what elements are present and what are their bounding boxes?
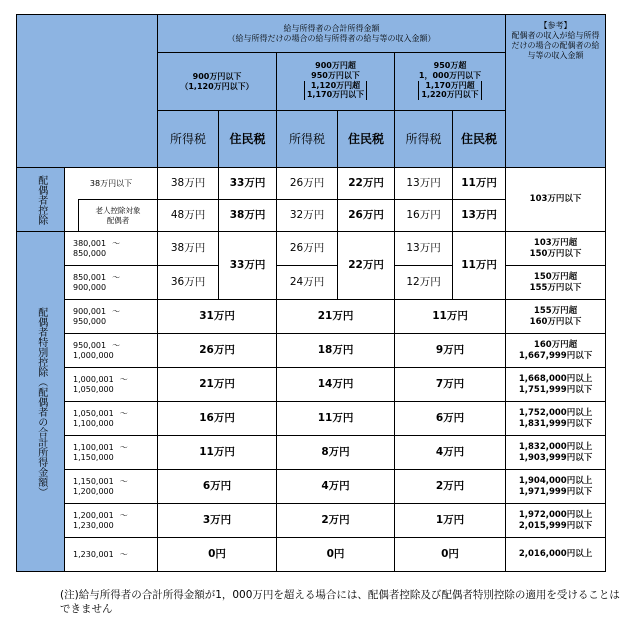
value-cell: 33万円 (219, 168, 277, 200)
col3-bracket (418, 81, 481, 99)
section-spouse-deduction-label (17, 168, 65, 232)
income-cell: 1,100,001 ～ 1,150,000 (65, 436, 158, 470)
header-blank-cell (17, 15, 158, 168)
ref-cell: 1,972,000円以上 2,015,999円以下 (506, 504, 606, 538)
col2-label-a: 900万円超 (315, 61, 356, 71)
value-cell: 31万円 (158, 300, 277, 334)
ref-cell: 155万円超 160万円以下 (506, 300, 606, 334)
elderly-spouse-label: 老人控除対象配偶者 (95, 206, 141, 225)
value-cell: 26万円 (338, 200, 395, 232)
value-cell: 26万円 (277, 168, 338, 200)
merged-resident-cell: 33万円 (219, 232, 277, 300)
col1-label-b: （1,120万円以下） (180, 81, 254, 91)
ref-cell: 1,904,000円以上 1,971,999円以下 (506, 470, 606, 504)
value-cell: 8万円 (277, 436, 395, 470)
ref-cell: 1,668,000円以上 1,751,999円以下 (506, 368, 606, 402)
table-wrapper (16, 14, 606, 572)
section-special-deduction-label (17, 232, 65, 572)
col2-label-d: 1,170万円以下 (306, 90, 365, 100)
income-cell (79, 200, 158, 232)
value-cell: 0円 (277, 538, 395, 572)
value-cell: 2万円 (395, 470, 506, 504)
value-cell: 1万円 (395, 504, 506, 538)
bracket-col-3 (395, 53, 506, 111)
resident-tax-header-3: 住民税 (453, 111, 506, 168)
reference-header (506, 15, 606, 168)
header-main-title (158, 15, 506, 53)
value-cell: 13万円 (453, 200, 506, 232)
value-cell: 12万円 (395, 266, 453, 300)
value-cell: 22万円 (338, 168, 395, 200)
value-cell: 48万円 (158, 200, 219, 232)
bracket-col-1 (158, 53, 277, 111)
income-cell: 1,050,001 ～ 1,100,000 (65, 402, 158, 436)
deduction-table (16, 14, 606, 572)
income-cell: 1,230,001 ～ (65, 538, 158, 572)
value-cell: 18万円 (277, 334, 395, 368)
merged-resident-cell: 22万円 (338, 232, 395, 300)
income-cell: 950,001 ～ 1,000,000 (65, 334, 158, 368)
footnote: (注)給与所得者の合計所得金額が1，000万円を超える場合には、配偶者控除及び配偶者特別控除の適用を受けることはできません (60, 589, 620, 616)
value-cell: 21万円 (277, 300, 395, 334)
value-cell: 11万円 (453, 168, 506, 200)
section1-label-text: 配偶者控除 (35, 174, 47, 225)
resident-tax-header-2: 住民税 (338, 111, 395, 168)
merged-resident-cell: 11万円 (453, 232, 506, 300)
value-cell: 14万円 (277, 368, 395, 402)
income-cell: 380,001 ～ 850,000 (65, 232, 158, 266)
ref-cell: 2,016,000円以上 (506, 538, 606, 572)
ref-body: 配偶者の収入が給与所得だけの場合の配偶者の給与等の収入金額 (511, 31, 600, 60)
value-cell: 4万円 (395, 436, 506, 470)
income-cell: 900,001 ～ 950,000 (65, 300, 158, 334)
ref-cell: 103万円以下 (506, 168, 606, 232)
value-cell: 0円 (158, 538, 277, 572)
income-cell: 38万円以下 (65, 168, 158, 200)
income-tax-header-3: 所得税 (395, 111, 453, 168)
value-cell: 16万円 (158, 402, 277, 436)
col2-label-b: 950万円以下 (311, 71, 360, 81)
value-cell: 26万円 (277, 232, 338, 266)
value-cell: 3万円 (158, 504, 277, 538)
income-cell: 850,001 ～ 900,000 (65, 266, 158, 300)
income-tax-header-1: 所得税 (158, 111, 219, 168)
col3-label-a: 950万超 (433, 61, 467, 71)
value-cell: 11万円 (158, 436, 277, 470)
col3-label-d: 1,220万円以下 (421, 90, 479, 100)
resident-tax-header-1: 住民税 (219, 111, 277, 168)
ref-cell: 1,752,000円以上 1,831,999円以下 (506, 402, 606, 436)
income-tax-header-2: 所得税 (277, 111, 338, 168)
value-cell: 11万円 (277, 402, 395, 436)
section2-label-text: 配偶者特別控除（配偶者の合計所得金額） (35, 306, 47, 497)
ref-cell: 160万円超 1,667,999円以下 (506, 334, 606, 368)
value-cell: 16万円 (395, 200, 453, 232)
value-cell: 26万円 (158, 334, 277, 368)
col3-label-b: 1，000万円以下 (418, 71, 482, 81)
value-cell: 21万円 (158, 368, 277, 402)
value-cell: 11万円 (395, 300, 506, 334)
col3-label-c: 1,170万円超 (425, 81, 475, 91)
value-cell: 0円 (395, 538, 506, 572)
col2-bracket (304, 81, 367, 99)
indent-cell (65, 200, 79, 232)
value-cell: 32万円 (277, 200, 338, 232)
value-cell: 9万円 (395, 334, 506, 368)
ref-cell: 1,832,000円以上 1,903,999円以下 (506, 436, 606, 470)
ref-title: 【参考】 (539, 21, 572, 30)
value-cell: 6万円 (395, 402, 506, 436)
income-cell: 1,150,001 ～ 1,200,000 (65, 470, 158, 504)
value-cell: 38万円 (219, 200, 277, 232)
value-cell: 2万円 (277, 504, 395, 538)
main-subtitle: （給与所得だけの場合の給与所得者の給与等の収入金額） (227, 33, 436, 43)
value-cell: 36万円 (158, 266, 219, 300)
ref-cell: 103万円超 150万円以下 (506, 232, 606, 266)
value-cell: 6万円 (158, 470, 277, 504)
value-cell: 38万円 (158, 232, 219, 266)
value-cell: 24万円 (277, 266, 338, 300)
income-cell: 1,000,001 ～ 1,050,000 (65, 368, 158, 402)
income-cell: 1,200,001 ～ 1,230,000 (65, 504, 158, 538)
value-cell: 4万円 (277, 470, 395, 504)
ref-cell: 150万円超 155万円以下 (506, 266, 606, 300)
col2-label-c: 1,120万円超 (310, 81, 361, 91)
value-cell: 38万円 (158, 168, 219, 200)
bracket-col-2 (277, 53, 395, 111)
value-cell: 13万円 (395, 168, 453, 200)
col1-label-a: 900万円以下 (192, 71, 242, 81)
value-cell: 7万円 (395, 368, 506, 402)
main-title: 給与所得者の合計所得金額 (283, 23, 380, 33)
value-cell: 13万円 (395, 232, 453, 266)
